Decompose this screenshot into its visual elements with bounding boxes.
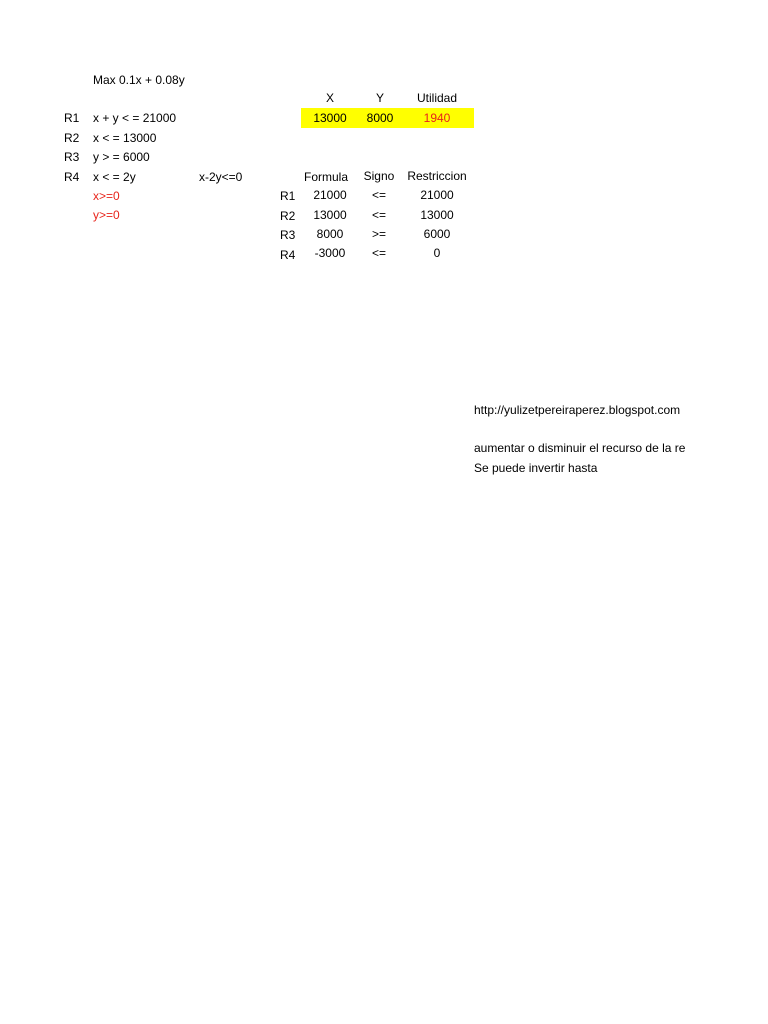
constraint-expr: y > = 6000 — [93, 150, 150, 164]
check-row-label: R2 — [280, 209, 296, 223]
check-header-signo: Signo — [363, 169, 395, 183]
check-row-label: R1 — [280, 189, 296, 203]
check-header-formula: Formula — [303, 170, 348, 184]
check-row-label: R3 — [280, 228, 296, 242]
constraint-expr: x + y < = 21000 — [93, 111, 177, 125]
constraint-label: R1 — [64, 111, 80, 125]
note-line-1: aumentar o disminuir el recurso de la re — [474, 441, 686, 455]
check-row-formula: -3000 — [314, 246, 346, 260]
nonneg-y: y>=0 — [93, 208, 120, 222]
solution-value-x: 13000 — [313, 111, 347, 125]
solution-header-utilidad: Utilidad — [416, 91, 458, 105]
objective-function: Max 0.1x + 0.08y — [93, 73, 185, 87]
nonneg-x: x>=0 — [93, 189, 120, 203]
check-row-sign: <= — [371, 246, 386, 260]
solution-value-utilidad: 1940 — [423, 111, 451, 125]
blog-url: http://yulizetpereiraperez.blogspot.com — [474, 403, 681, 417]
constraint-expr: x < = 2y — [93, 170, 136, 184]
constraint-expr: x < = 13000 — [93, 131, 157, 145]
constraint-label: R2 — [64, 131, 80, 145]
solution-header-y: Y — [375, 91, 384, 105]
check-row-formula: 13000 — [313, 208, 347, 222]
check-row-sign: <= — [371, 208, 386, 222]
constraint-label: R4 — [64, 170, 80, 184]
check-row-formula: 8000 — [316, 227, 344, 241]
check-row-limit: 21000 — [420, 188, 454, 202]
check-row-sign: <= — [371, 188, 386, 202]
check-row-label: R4 — [280, 248, 296, 262]
check-row-limit: 6000 — [423, 227, 451, 241]
check-row-limit: 13000 — [420, 208, 454, 222]
check-row-sign: >= — [371, 227, 386, 241]
check-row-limit: 0 — [433, 246, 441, 260]
check-row-formula: 21000 — [313, 188, 347, 202]
constraint-label: R3 — [64, 150, 80, 164]
solution-value-y: 8000 — [366, 111, 394, 125]
solution-header-x: X — [325, 91, 334, 105]
note-line-2: Se puede invertir hasta — [474, 461, 598, 475]
constraint-r4-rewritten: x-2y<=0 — [199, 170, 243, 184]
check-header-restriccion: Restriccion — [407, 169, 467, 183]
